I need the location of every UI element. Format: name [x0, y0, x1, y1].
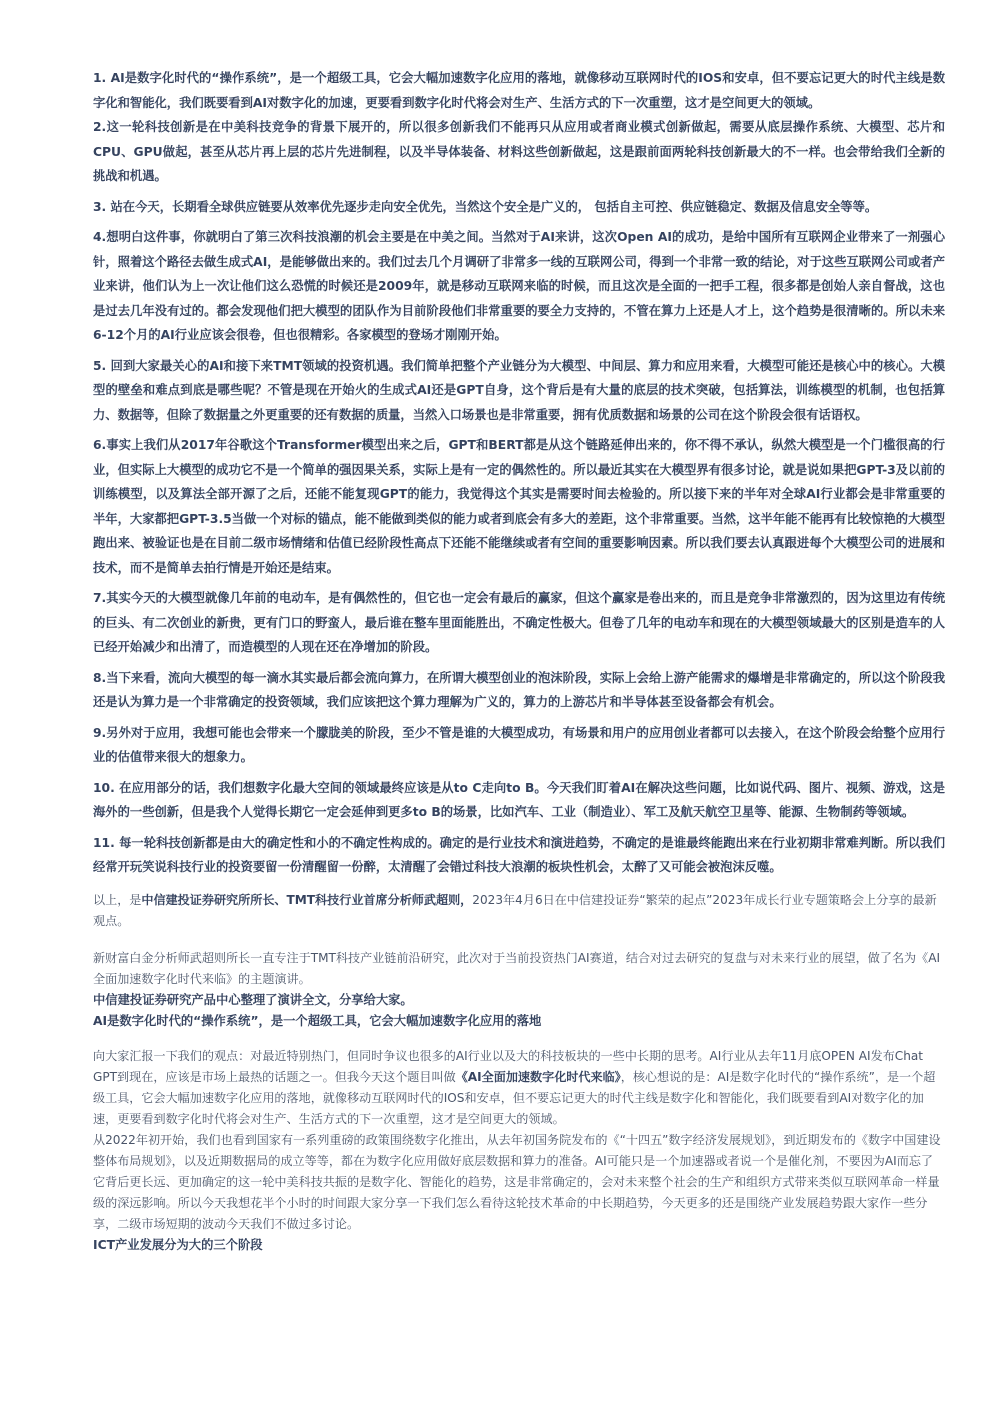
body-p1-part-a: 向大家汇报一下我们的观点：对最近特别热门，但同时争议也很多的AI行业以及大的科技板块的一些中长期的思考。AI行业从去年11月底OPEN AI发布Chat GPT到现在，应该是市场上最热的话题之一。但我今天这个题目叫做	[93, 1048, 924, 1084]
body-paragraph-1	[93, 1046, 945, 1130]
section-heading-ict: ICT产业发展分为大的三个阶段	[93, 1237, 263, 1252]
summary-paragraph	[93, 890, 945, 932]
body-p1-part-b: ，核心想说的是：AI是数字化时代的“操作系统”，是一个超级工具，它会大幅加速数字化应用的落地，就像移动互联网时代的IOS和安卓，但不要忘记更大的时代主线是数字化和智能化，我们既要看到AI对数字化的加速，更要看到数字化时代将会对生产、生活方式的下一次重塑，这才是空间更大的领域。	[93, 1069, 936, 1126]
summary-suffix: 2023年4月6日在中信建投证券“繁荣的起点”2023年成长行业专题策略会上分享的最新观点。	[93, 892, 937, 928]
intro-note: 中信建投证券研究产品中心整理了演讲全文，分享给大家。	[93, 992, 413, 1007]
key-point-7: 7.其实今天的大模型就像几年前的电动车，是有偶然性的，但它也一定会有最后的赢家，但这个赢家是卷出来的，而且是竞争非常激烈的，因为这里边有传统的巨头、有二次创业的新贵，更有门口的野蛮人，最后谁在整车里面能胜出，不确定性极大。但卷了几年的电动车和现在的大模型领域最大的区别是造车的人已经开始减少和出清了，而造模型的人现在还在净增加的阶段。	[93, 591, 945, 654]
key-point-6: 6.事实上我们从2017年谷歌这个Transformer模型出来之后，GPT和BERT都是从这个链路延伸出来的，你不得不承认，纵然大模型是一个门槛很高的行业，但实际上大模型的成功它不是一个简单的强因果关系，实际上是有一定的偶然性的。所以最近其实在大模型界有很多讨论，就是说如果把GPT-3及以前的训练模型，以及算法全部开源了之后，还能不能复现GPT的能力，我觉得这个其实是需要时间去检验的。所以接下来的半年对全球AI行业都会是非常重要的半年，大家都把GPT-3.5当做一个对标的锚点，能不能做到类似的能力或者到底会有多大的差距，这个非常重要。当然，这半年能不能再有比较惊艳的大模型跑出来、被验证也是在目前二级市场情绪和估值已经阶段性高点下还能不能继续或者有空间的重要影响因素。所以我们要去认真跟进每个大模型公司的进展和技术，而不是简单去拍行情是开始还是结束。	[93, 438, 945, 575]
document-page	[93, 66, 945, 1256]
intro-paragraph: 新财富白金分析师武超则所长一直专注于TMT科技产业链前沿研究，此次对于当前投资热门AI赛道，结合对过去研究的复盘与对未来行业的展望，做了名为《AI全面加速数字化时代来临》的主题演讲。	[93, 950, 941, 986]
summary-prefix: 以上，是	[93, 892, 142, 907]
section-heading-ai-os: AI是数字化时代的“操作系统”，是一个超级工具，它会大幅加速数字化应用的落地	[93, 1013, 542, 1028]
key-point-11: 11. 每一轮科技创新都是由大的确定性和小的不确定性构成的。确定的是行业技术和演进趋势，不确定的是谁最终能跑出来在行业初期非常难判断。所以我们经常开玩笑说科技行业的投资要留一份清醒留一份醉，太清醒了会错过科技大浪潮的板块性机会，太醉了又可能会被泡沫反噬。	[93, 835, 945, 874]
key-point-5: 5. 回到大家最关心的AI和接下来TMT领域的投资机遇。我们简单把整个产业链分为大模型、中间层、算力和应用来看，大模型可能还是核心中的核心。大模型的壁垒和难点到底是哪些呢？不管是现在开始火的生成式AI还是GPT自身，这个背后是有大量的底层的技术突破，包括算法，训练模型的机制，也包括算力、数据等，但除了数据量之外更重要的还有数据的质量，当然入口场景也是非常重要，拥有优质数据和场景的公司在这个阶段会很有话语权。	[93, 358, 945, 422]
key-point-8: 8.当下来看，流向大模型的每一滴水其实最后都会流向算力，在所谓大模型创业的泡沫阶段，实际上会给上游产能需求的爆增是非常确定的，所以这个阶段我还是认为算力是一个非常确定的投资领域，我们应该把这个算力理解为广义的，算力的上游芯片和半导体甚至设备都会有机会。	[93, 670, 945, 709]
key-points	[93, 66, 945, 880]
key-point-10: 10. 在应用部分的话，我们想数字化最大空间的领域最终应该是从to C走向to B。今天我们盯着AI在解决这些问题，比如说代码、图片、视频、游戏，这是海外的一些创新，但是我个人觉得长期它一定会延伸到更多to B的场景，比如汽车、工业（制造业）、军工及航天航空卫星等、能源、生物制药等领域。	[93, 780, 945, 819]
key-point-4: 4.想明白这件事，你就明白了第三次科技浪潮的机会主要是在中美之间。当然对于AI来讲，这次Open AI的成功，是给中国所有互联网企业带来了一剂强心针，照着这个路径去做生成式AI，是能够做出来的。我们过去几个月调研了非常多一线的互联网公司，得到一个非常一致的结论，对于这些互联网公司或者产业来讲，他们认为上一次让他们这么恐慌的时候还是2009年，就是移动互联网来临的时候，而且这次是全面的一把手工程，很多都是创始人亲自督战，这也是过去几年没有过的。都会发现他们把大模型的团队作为目前阶段他们非常重要的要全力支持的，不管在算力上还是人才上，这个趋势是很清晰的。所以未来6-12个月的AI行业应该会很卷，但也很精彩。各家模型的登场才刚刚开始。	[93, 230, 945, 342]
summary-speaker: 中信建投证券研究所所长、TMT科技行业首席分析师武超则，	[141, 892, 473, 907]
key-point-1: 1. AI是数字化时代的“操作系统”，是一个超级工具，它会大幅加速数字化应用的落地，就像移动互联网时代的IOS和安卓，但不要忘记更大的时代主线是数字化和智能化，我们既要看到AI对数字化的加速，更要看到数字化时代将会对生产、生活方式的下一次重塑，这才是空间更大的领域。	[93, 71, 945, 110]
body-paragraph-2: 从2022年初开始，我们也看到国家有一系列重磅的政策围绕数字化推出，从去年初国务院发布的《“十四五”数字经济发展规划》，到近期发布的《数字中国建设整体布局规划》，以及近期数据局的成立等等，都在为数字化应用做好底层数据和算力的准备。AI可能只是一个加速器或者说一个是催化剂，不要因为AI而忘了它背后更长远、更加确定的这一轮中美科技共振的是数字化、智能化的趋势，这是非常确定的，会对未来整个社会的生产和组织方式带来类似互联网革命一样量级的深远影响。所以今天我想花半个小时的时间跟大家分享一下我们怎么看待这轮技术革命的中长期趋势，今天更多的还是围绕产业发展趋势跟大家作一些分享，二级市场短期的波动今天我们不做过多讨论。	[93, 1132, 941, 1231]
key-point-3: 3. 站在今天，长期看全球供应链要从效率优先逐步走向安全优先，当然这个安全是广义的， 包括自主可控、供应链稳定、数据及信息安全等等。	[93, 199, 878, 214]
key-point-2: 2.这一轮科技创新是在中美科技竞争的背景下展开的，所以很多创新我们不能再只从应用或者商业模式创新做起，需要从底层操作系统、大模型、芯片和CPU、GPU做起，甚至从芯片再上层的芯片先进制程，以及半导体装备、材料这些创新做起，这是跟前面两轮科技创新最大的不一样。也会带给我们全新的挑战和机遇。	[93, 120, 945, 183]
key-point-9: 9.另外对于应用，我想可能也会带来一个朦胧美的阶段，至少不管是谁的大模型成功，有场景和用户的应用创业者都可以去接入，在这个阶段会给整个应用行业的估值带来很大的想象力。	[93, 725, 945, 764]
body-p1-title: 《AI全面加速数字化时代来临》	[455, 1069, 621, 1084]
